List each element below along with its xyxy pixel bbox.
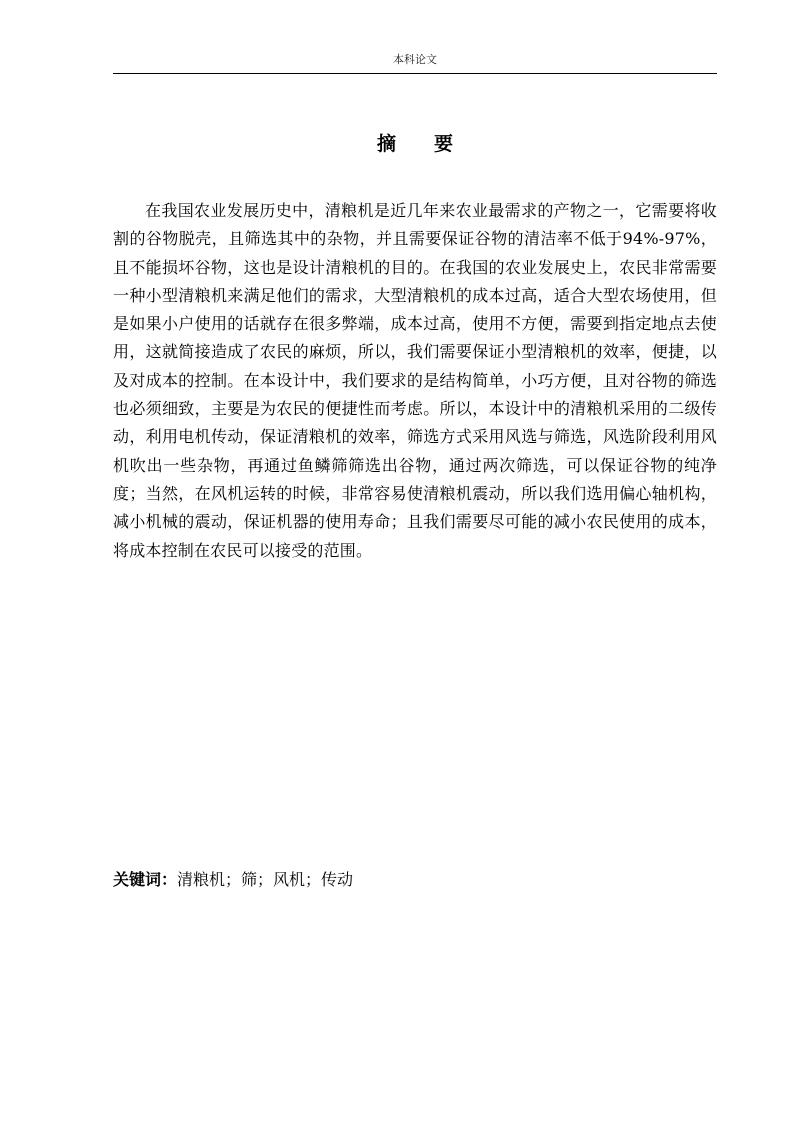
keywords-line [113, 868, 717, 892]
running-header: 本科论文 [393, 53, 437, 66]
keywords-values: 清粮机；筛；风机；传动 [177, 870, 354, 889]
abstract-title: 摘要 [376, 133, 491, 155]
keywords-label: 关键词： [113, 870, 178, 889]
header-rule [113, 73, 717, 74]
abstract-body: 在我国农业发展历史中，清粮机是近几年来农业最需求的产物之一，它需要将收割的谷物脱壳，且筛选其中的杂物，并且需要保证谷物的清洁率不低于94%-97%，且不能损坏谷物，这也是设计清粮机的目的。在我国的农业发展史上，农民非常需要一种小型清粮机来满足他们的需求，大型清粮机的成本过高，适合大型农场使用，但是如果小户使用的话就存在很多弊端，成本过高，使用不方便，需要到指定地点去使用，这就简接造成了农民的麻烦，所以，我们需要保证小型清粮机的效率，便捷，以及对成本的控制。在本设计中，我们要求的是结构简单，小巧方便，且对谷物的筛选也必须细致，主要是为农民的便捷性而考虑。所以，本设计中的清粮机采用的二级传动，利用电机传动，保证清粮机的效率，筛选方式采用风选与筛选，风选阶段利用风机吹出一些杂物，再通过鱼鳞筛筛选出谷物，通过两次筛选，可以保证谷物的纯净度；当然，在风机运转的时候，非常容易使清粮机震动，所以我们选用偏心轴机构，减小机械的震动，保证机器的使用寿命；且我们需要尽可能的减小农民使用的成本，将成本控制在农民可以接受的范围。 [113, 201, 717, 560]
